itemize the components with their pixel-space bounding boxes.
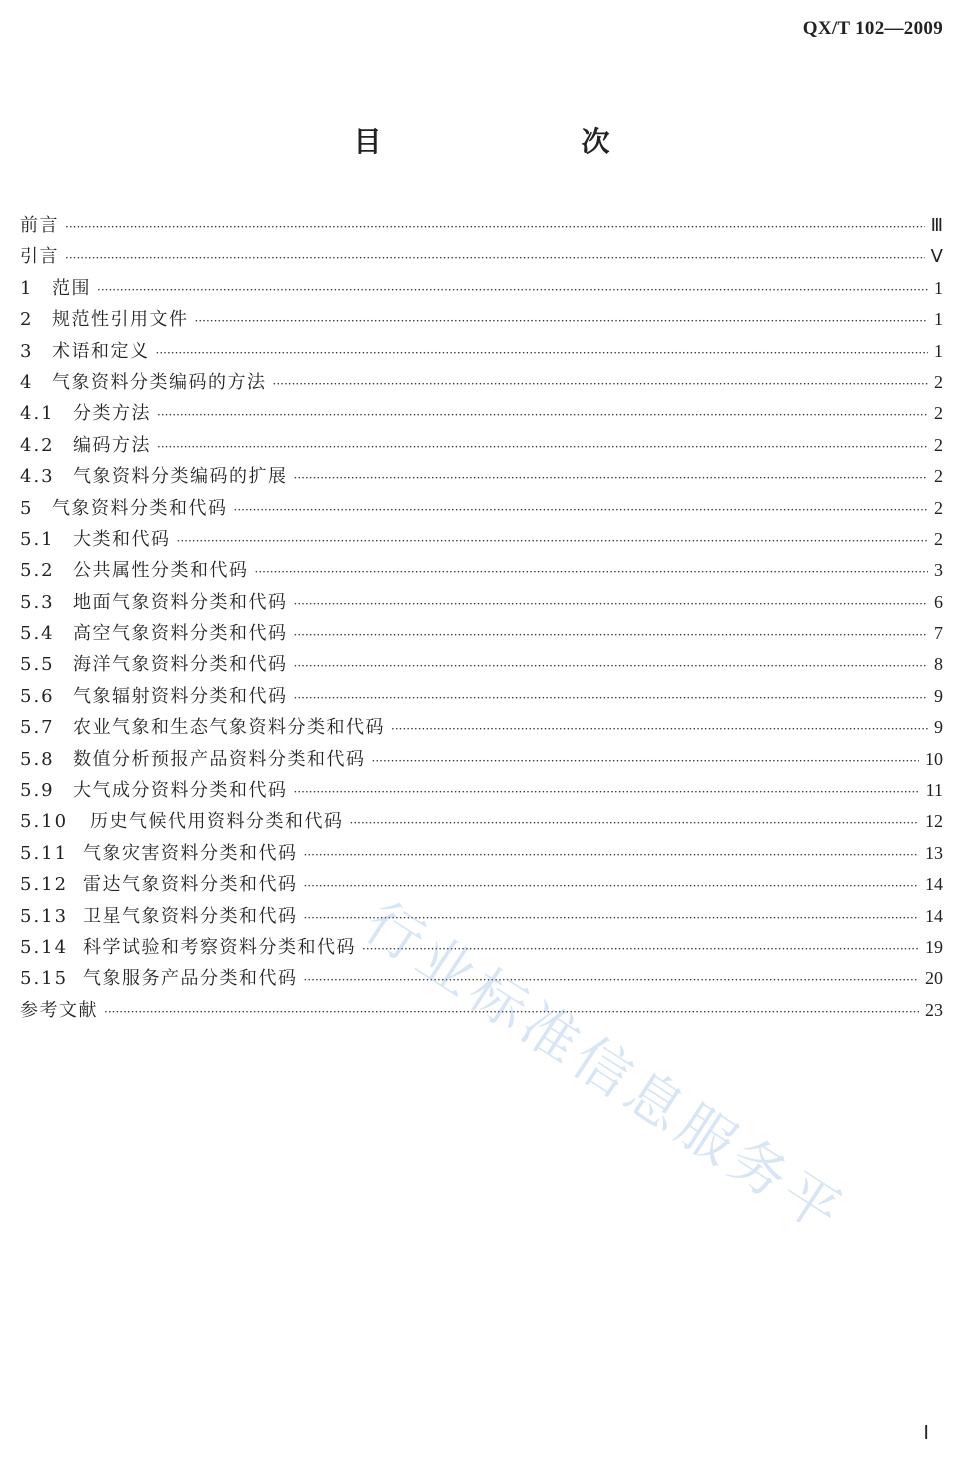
toc-entry-4-3[interactable] (20, 461, 943, 492)
toc-entry-title: 气象资料分类编码的扩展 (73, 466, 288, 488)
toc-entry-number: 4.1 (20, 403, 55, 425)
toc-entry-5-13[interactable] (20, 901, 943, 932)
toc-entry-2[interactable] (20, 304, 943, 335)
toc-leader-dots (65, 243, 925, 274)
toc-leader-dots (234, 495, 929, 526)
toc-entry-title: 农业气象和生态气象资料分类和代码 (73, 717, 385, 739)
toc-entry-5-2[interactable] (20, 555, 943, 586)
toc-entry-page: 12 (925, 811, 943, 832)
toc-entry-page: 3 (934, 560, 943, 581)
toc-entry-page: Ⅲ (930, 215, 943, 235)
toc-entry-number: 4 (20, 371, 34, 393)
toc-entry-title: 卫星气象资料分类和代码 (83, 905, 298, 927)
toc-leader-dots (104, 997, 919, 1028)
toc-entry-title: 气象资料分类编码的方法 (52, 371, 267, 393)
toc-entry-1[interactable] (20, 273, 943, 304)
toc-entry-3[interactable] (20, 336, 943, 367)
toc-entry-page: 2 (934, 466, 943, 487)
toc-entry-page: 7 (934, 623, 943, 644)
toc-entry-page: 6 (934, 591, 943, 612)
toc-entry-number: 5.7 (20, 717, 55, 739)
toc-entry-references[interactable] (20, 995, 943, 1026)
toc-leader-dots (97, 275, 928, 306)
toc-leader-dots (294, 651, 929, 682)
toc-entry-title: 大类和代码 (73, 528, 171, 550)
toc-entry-title: 气象服务产品分类和代码 (83, 968, 298, 990)
toc-entry-number: 5.3 (20, 591, 55, 613)
toc-entry-title: 地面气象资料分类和代码 (73, 591, 288, 613)
toc-entry-number: 5.2 (20, 560, 55, 582)
toc-entry-5-3[interactable] (20, 587, 943, 618)
toc-entry-title: 科学试验和考察资料分类和代码 (83, 936, 356, 958)
toc-leader-dots (157, 400, 928, 431)
toc-entry-page: 14 (925, 874, 943, 895)
toc-entry-5-8[interactable] (20, 744, 943, 775)
toc-entry-number: 5.13 (20, 905, 69, 927)
toc-entry-page: 1 (934, 277, 943, 298)
toc-leader-dots (294, 683, 929, 714)
toc-entry-page: 10 (925, 748, 943, 769)
toc-entry-4[interactable] (20, 367, 943, 398)
toc-entry-number: 5.14 (20, 936, 69, 958)
toc-leader-dots (65, 212, 925, 243)
toc-leader-dots (391, 714, 928, 745)
toc-entry-title: 气象灾害资料分类和代码 (83, 842, 298, 864)
toc-entry-title: 历史气候代用资料分类和代码 (90, 811, 344, 833)
toc-entry-5-10[interactable] (20, 806, 943, 837)
toc-entry-number: 5.9 (20, 780, 55, 802)
toc-entry-title: 规范性引用文件 (52, 309, 189, 331)
toc-leader-dots (362, 934, 919, 965)
toc-entry-page: 2 (934, 434, 943, 455)
toc-entry-5-15[interactable] (20, 963, 943, 994)
toc-entry-page: 9 (934, 717, 943, 738)
toc-entry-5-1[interactable] (20, 524, 943, 555)
toc-entry-page: 2 (934, 528, 943, 549)
toc-entry-page: 11 (925, 780, 943, 801)
toc-entry-title: 海洋气象资料分类和代码 (73, 654, 288, 676)
toc-entry-5-12[interactable] (20, 869, 943, 900)
toc-entry-page: 2 (934, 497, 943, 518)
toc-entry-5-6[interactable] (20, 681, 943, 712)
toc-leader-dots (156, 338, 929, 369)
toc-leader-dots (294, 620, 929, 651)
toc-leader-dots (350, 808, 920, 839)
toc-leader-dots (372, 746, 920, 777)
toc-entry-5-4[interactable] (20, 618, 943, 649)
toc-entry-number: 5.10 (20, 811, 69, 833)
toc-entry-foreword[interactable] (20, 210, 943, 241)
toc-entry-introduction[interactable] (20, 241, 943, 272)
toc-entry-title: 前言 (20, 215, 59, 236)
toc-leader-dots (195, 306, 929, 337)
toc-entry-5-14[interactable] (20, 932, 943, 963)
toc-entry-page: 9 (934, 685, 943, 706)
toc-entry-number: 4.3 (20, 466, 55, 488)
toc-entry-number: 3 (20, 340, 34, 362)
toc-leader-dots (304, 903, 920, 934)
toc-entry-5-7[interactable] (20, 712, 943, 743)
toc-entry-number: 5 (20, 497, 34, 519)
table-of-contents (20, 210, 943, 1026)
toc-leader-dots (177, 526, 929, 557)
toc-entry-title: 高空气象资料分类和代码 (73, 623, 288, 645)
watermark: 行业标准信息服务平 (353, 890, 857, 1249)
toc-leader-dots (273, 369, 929, 400)
toc-entry-title: 术语和定义 (52, 340, 150, 362)
toc-entry-page: 2 (934, 403, 943, 424)
toc-entry-5-5[interactable] (20, 649, 943, 680)
page-number: Ⅰ (923, 1423, 929, 1444)
toc-entry-page: 1 (934, 340, 943, 361)
toc-entry-title: 气象辐射资料分类和代码 (73, 685, 288, 707)
toc-leader-dots (294, 589, 929, 620)
toc-leader-dots (304, 840, 920, 871)
toc-entry-title: 引言 (20, 246, 59, 268)
toc-leader-dots (304, 965, 920, 996)
toc-entry-title: 公共属性分类和代码 (73, 560, 249, 582)
toc-entry-page: 8 (934, 654, 943, 675)
toc-leader-dots (157, 432, 928, 463)
standard-code: QX/T 102—2009 (802, 18, 943, 39)
toc-entry-page: 13 (925, 842, 943, 863)
toc-entry-number: 5.11 (20, 842, 69, 864)
toc-entry-number: 5.4 (20, 623, 55, 645)
toc-entry-page: 2 (934, 371, 943, 392)
page-title: 目 次 (353, 125, 658, 158)
toc-entry-page: Ⅴ (930, 246, 943, 267)
toc-entry-page: 1 (934, 309, 943, 330)
toc-leader-dots (294, 777, 920, 808)
toc-entry-page: 14 (925, 905, 943, 926)
toc-entry-title: 分类方法 (73, 403, 151, 425)
toc-leader-dots (304, 871, 920, 902)
toc-entry-number: 1 (20, 277, 34, 299)
toc-entry-number: 5.1 (20, 528, 55, 550)
toc-entry-number: 5.8 (20, 748, 55, 770)
toc-entry-page: 19 (925, 936, 943, 957)
toc-entry-title: 大气成分资料分类和代码 (73, 780, 288, 802)
toc-entry-number: 5.12 (20, 874, 69, 896)
toc-entry-number: 4.2 (20, 434, 55, 456)
toc-entry-page: 23 (925, 999, 943, 1020)
toc-entry-title: 参考文献 (20, 999, 98, 1021)
toc-entry-5-11[interactable] (20, 838, 943, 869)
toc-entry-number: 5.5 (20, 654, 55, 676)
toc-entry-4-1[interactable] (20, 398, 943, 429)
toc-entry-5-9[interactable] (20, 775, 943, 806)
toc-entry-page: 20 (925, 968, 943, 989)
toc-entry-title: 数值分析预报产品资料分类和代码 (73, 748, 366, 770)
toc-leader-dots (294, 463, 929, 494)
toc-entry-title: 雷达气象资料分类和代码 (83, 874, 298, 896)
toc-leader-dots (255, 557, 929, 588)
toc-entry-number: 2 (20, 309, 34, 331)
toc-entry-title: 气象资料分类和代码 (52, 497, 228, 519)
toc-entry-number: 5.15 (20, 968, 69, 990)
toc-entry-title: 范围 (52, 277, 91, 299)
toc-entry-5[interactable] (20, 493, 943, 524)
toc-entry-number: 5.6 (20, 685, 55, 707)
toc-entry-title: 编码方法 (73, 434, 151, 456)
toc-entry-4-2[interactable] (20, 430, 943, 461)
